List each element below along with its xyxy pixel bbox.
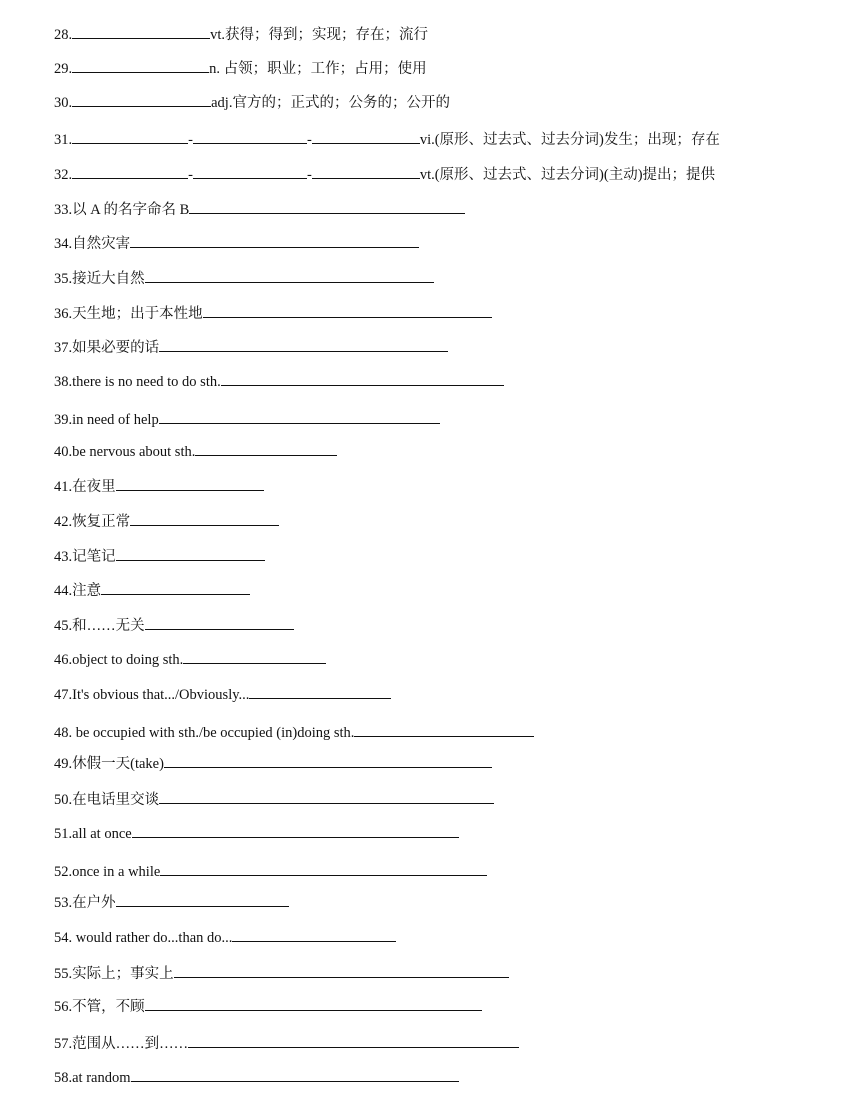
worksheet-item xyxy=(54,754,492,773)
item-prompt: there is no need to do sth. xyxy=(72,374,221,390)
answer-blank[interactable] xyxy=(145,997,482,1011)
item-number: 35. xyxy=(54,271,73,287)
item-prompt: in need of help xyxy=(72,412,159,428)
answer-blank[interactable] xyxy=(249,685,391,699)
item-number: 51. xyxy=(54,826,73,842)
item-prompt: 不管，不顾 xyxy=(72,999,145,1015)
item-prompt: 恢复正常 xyxy=(72,514,131,530)
item-definition: vi.(原形、过去式、过去分词)发生；出现；存在 xyxy=(419,132,720,148)
item-prompt: 自然灾害 xyxy=(72,236,131,252)
worksheet-item xyxy=(54,338,448,357)
answer-blank[interactable] xyxy=(116,477,264,491)
item-number: 31. xyxy=(54,132,73,148)
answer-blank[interactable] xyxy=(132,824,459,838)
answer-blank[interactable] xyxy=(130,512,279,526)
answer-blank[interactable] xyxy=(193,165,307,179)
answer-blank[interactable] xyxy=(72,130,188,144)
item-number: 34. xyxy=(54,236,73,252)
item-number: 48. xyxy=(54,725,76,741)
item-definition: vt.获得；得到；实现；存在；流行 xyxy=(210,27,429,43)
item-number: 43. xyxy=(54,549,73,565)
item-number: 36. xyxy=(54,306,73,322)
answer-blank[interactable] xyxy=(354,723,534,737)
item-number: 44. xyxy=(54,583,73,599)
answer-blank[interactable] xyxy=(312,130,420,144)
item-number: 38. xyxy=(54,374,73,390)
worksheet-item xyxy=(54,59,427,78)
item-number: 55. xyxy=(54,966,73,982)
item-prompt: be nervous about sth. xyxy=(72,444,196,460)
answer-blank[interactable] xyxy=(72,59,209,73)
form-separator: - xyxy=(306,167,312,183)
worksheet-item xyxy=(54,685,391,704)
worksheet-item xyxy=(54,893,289,912)
worksheet-item xyxy=(54,165,715,184)
answer-blank[interactable] xyxy=(159,790,494,804)
answer-blank[interactable] xyxy=(145,616,294,630)
item-number: 39. xyxy=(54,412,73,428)
answer-blank[interactable] xyxy=(193,130,307,144)
worksheet-item xyxy=(54,964,509,983)
form-separator: - xyxy=(306,132,312,148)
answer-blank[interactable] xyxy=(174,964,509,978)
item-prompt: It's obvious that.../Obviously... xyxy=(72,687,250,703)
worksheet-item xyxy=(54,130,720,149)
item-number: 29. xyxy=(54,61,73,77)
worksheet-item xyxy=(54,1068,459,1087)
form-separator: - xyxy=(188,167,193,183)
answer-blank[interactable] xyxy=(221,372,504,386)
answer-blank[interactable] xyxy=(195,442,337,456)
item-prompt: 以 A 的名字命名 B xyxy=(72,202,190,218)
answer-blank[interactable] xyxy=(183,650,326,664)
item-prompt: 注意 xyxy=(72,583,102,599)
item-definition: vt.(原形、过去式、过去分词)(主动)提出；提供 xyxy=(419,167,716,183)
item-definition: adj.官方的；正式的；公务的；公开的 xyxy=(211,95,450,111)
answer-blank[interactable] xyxy=(164,754,492,768)
item-prompt: would rather do...than do... xyxy=(75,930,233,946)
item-number: 33. xyxy=(54,202,73,218)
item-prompt: 记笔记 xyxy=(72,549,116,565)
item-number: 47. xyxy=(54,687,73,703)
item-prompt: 接近大自然 xyxy=(72,271,145,287)
worksheet-item xyxy=(54,93,450,112)
worksheet-item xyxy=(54,304,492,323)
item-number: 46. xyxy=(54,652,73,668)
form-separator: - xyxy=(188,132,193,148)
item-number: 56. xyxy=(54,999,73,1015)
item-prompt: 和……无关 xyxy=(72,618,145,634)
item-prompt: 如果必要的话 xyxy=(72,340,160,356)
answer-blank[interactable] xyxy=(159,338,448,352)
worksheet-item xyxy=(54,547,265,566)
answer-blank[interactable] xyxy=(203,304,492,318)
answer-blank[interactable] xyxy=(160,862,487,876)
worksheet-item xyxy=(54,477,264,496)
item-number: 54. xyxy=(54,930,76,946)
answer-blank[interactable] xyxy=(232,928,396,942)
item-number: 57. xyxy=(54,1036,73,1052)
answer-blank[interactable] xyxy=(116,893,289,907)
worksheet-item xyxy=(54,512,279,531)
worksheet-item xyxy=(54,616,294,635)
item-prompt: 休假一天(take) xyxy=(72,756,164,772)
answer-blank[interactable] xyxy=(72,93,211,107)
item-number: 45. xyxy=(54,618,73,634)
worksheet-item xyxy=(54,234,419,253)
answer-blank[interactable] xyxy=(131,1068,459,1082)
item-prompt: all at once xyxy=(72,826,132,842)
worksheet-item xyxy=(54,581,250,600)
item-prompt: be occupied with sth./be occupied (in)doing sth. xyxy=(75,725,355,741)
item-number: 49. xyxy=(54,756,73,772)
worksheet-item xyxy=(54,862,487,881)
worksheet-item xyxy=(54,25,428,44)
item-prompt: 天生地；出于本性地 xyxy=(72,306,203,322)
item-prompt: object to doing sth. xyxy=(72,652,184,668)
item-prompt: 在户外 xyxy=(72,895,116,911)
answer-blank[interactable] xyxy=(72,165,188,179)
worksheet-item xyxy=(54,269,434,288)
worksheet-item xyxy=(54,200,465,219)
item-prompt: 范围从……到…… xyxy=(72,1036,189,1052)
worksheet-item xyxy=(54,650,326,669)
item-number: 53. xyxy=(54,895,73,911)
answer-blank[interactable] xyxy=(145,269,434,283)
item-prompt: once in a while xyxy=(72,864,161,880)
worksheet-item xyxy=(54,928,396,947)
item-number: 30. xyxy=(54,95,73,111)
item-number: 58. xyxy=(54,1070,73,1086)
answer-blank[interactable] xyxy=(101,581,250,595)
answer-blank[interactable] xyxy=(188,1034,519,1048)
item-number: 41. xyxy=(54,479,73,495)
worksheet-item xyxy=(54,442,337,461)
worksheet-item xyxy=(54,790,494,809)
answer-blank[interactable] xyxy=(72,25,210,39)
answer-blank[interactable] xyxy=(116,547,265,561)
answer-blank[interactable] xyxy=(312,165,420,179)
worksheet-item xyxy=(54,723,534,742)
item-number: 52. xyxy=(54,864,73,880)
answer-blank[interactable] xyxy=(130,234,419,248)
answer-blank[interactable] xyxy=(189,200,465,214)
worksheet-item xyxy=(54,824,459,843)
item-number: 37. xyxy=(54,340,73,356)
answer-blank[interactable] xyxy=(159,410,440,424)
item-prompt: 实际上；事实上 xyxy=(72,966,174,982)
item-prompt: 在夜里 xyxy=(72,479,116,495)
item-number: 32. xyxy=(54,167,73,183)
worksheet-item xyxy=(54,410,440,429)
worksheet-item xyxy=(54,372,504,391)
item-prompt: 在电话里交谈 xyxy=(72,792,160,808)
item-prompt: at random xyxy=(72,1070,131,1086)
item-number: 50. xyxy=(54,792,73,808)
item-number: 28. xyxy=(54,27,73,43)
item-definition: n. 占领；职业；工作；占用；使用 xyxy=(209,61,427,77)
item-number: 42. xyxy=(54,514,73,530)
worksheet-item xyxy=(54,997,482,1016)
worksheet-item xyxy=(54,1034,519,1053)
item-number: 40. xyxy=(54,444,73,460)
